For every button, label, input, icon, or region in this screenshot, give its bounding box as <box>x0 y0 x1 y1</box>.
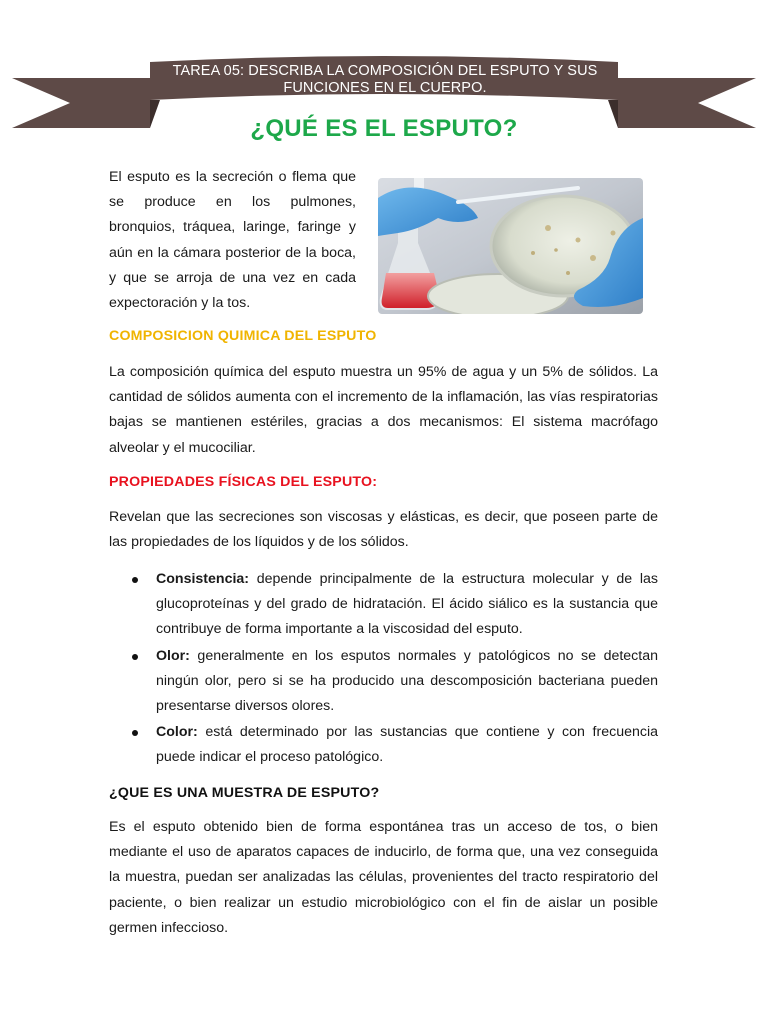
propiedades-list <box>109 567 658 772</box>
item-description: generalmente en los esputos normales y patológicos no se detectan ningún olor, pero si se ha producido una descomposición bacteriana pueden presentarse diversos olores. <box>156 647 658 715</box>
item-description: está determinado por las sustancias que contiene y con frecuencia puede indicar el proceso patológico. <box>156 724 658 766</box>
list-item-consistencia <box>109 567 658 643</box>
item-description: depende principalmente de la estructura molecular y de las glucoproteínas y del grado de hidratación. El ácido siálico es la sustancia que contribuye de forma importante a la viscosidad del esputo. <box>156 571 658 638</box>
banner-title <box>150 63 620 97</box>
list-item-color <box>109 720 658 770</box>
banner-line-2: FUNCIONES EN EL CUERPO. <box>283 80 487 96</box>
page-title: ¿QUÉ ES EL ESPUTO? <box>250 115 518 142</box>
banner-line-1: TAREA 05: DESCRIBA LA COMPOSICIÓN DEL ESPUTO Y SUS <box>172 63 598 79</box>
muestra-paragraph: Es el esputo obtenido bien de forma espontánea tras un acceso de tos, o bien mediante el uso de aparatos capaces de inducirlo, de forma que, una vez conseguida la muestra, puedan ser analizadas las células, provenientes del tracto respiratorio del paciente, o bien realizar un estudio microbiológico con el fin de aislar un posible germen infeccioso. <box>109 819 658 936</box>
intro-paragraph: El esputo es la secreción o flema que se produce en los pulmones, bronquios, tráquea, laringe, faringe y aún en la cámara posterior de la boca, y que se arroja de una vez en cada expectoración y la tos. <box>109 169 356 312</box>
list-item-olor <box>109 644 658 720</box>
propiedades-heading: PROPIEDADES FÍSICAS DEL ESPUTO: <box>109 474 378 490</box>
item-term: Color: <box>156 724 198 741</box>
item-term: Consistencia: <box>156 571 250 587</box>
bullet-dot <box>132 730 138 736</box>
bullet-dot <box>132 654 138 660</box>
propiedades-paragraph: Revelan que las secreciones son viscosas y elásticas, es decir, que poseen parte de las propiedades de los líquidos y de los sólidos. <box>109 509 658 551</box>
composicion-heading: COMPOSICION QUIMICA DEL ESPUTO <box>109 328 377 344</box>
composicion-paragraph: La composición química del esputo muestra un 95% de agua y un 5% de sólidos. La cantidad de sólidos aumenta con el incremento de la inflamación, las vías respiratorias bajas se mantienen estériles, gracias a dos mecanismos: El sistema macrófago alveolar y el mucociliar. <box>109 364 658 456</box>
bullet-dot <box>132 577 138 583</box>
muestra-heading: ¿QUE ES UNA MUESTRA DE ESPUTO? <box>109 785 380 801</box>
item-term: Olor: <box>156 647 190 664</box>
lab-petri-dish-image <box>378 178 643 314</box>
